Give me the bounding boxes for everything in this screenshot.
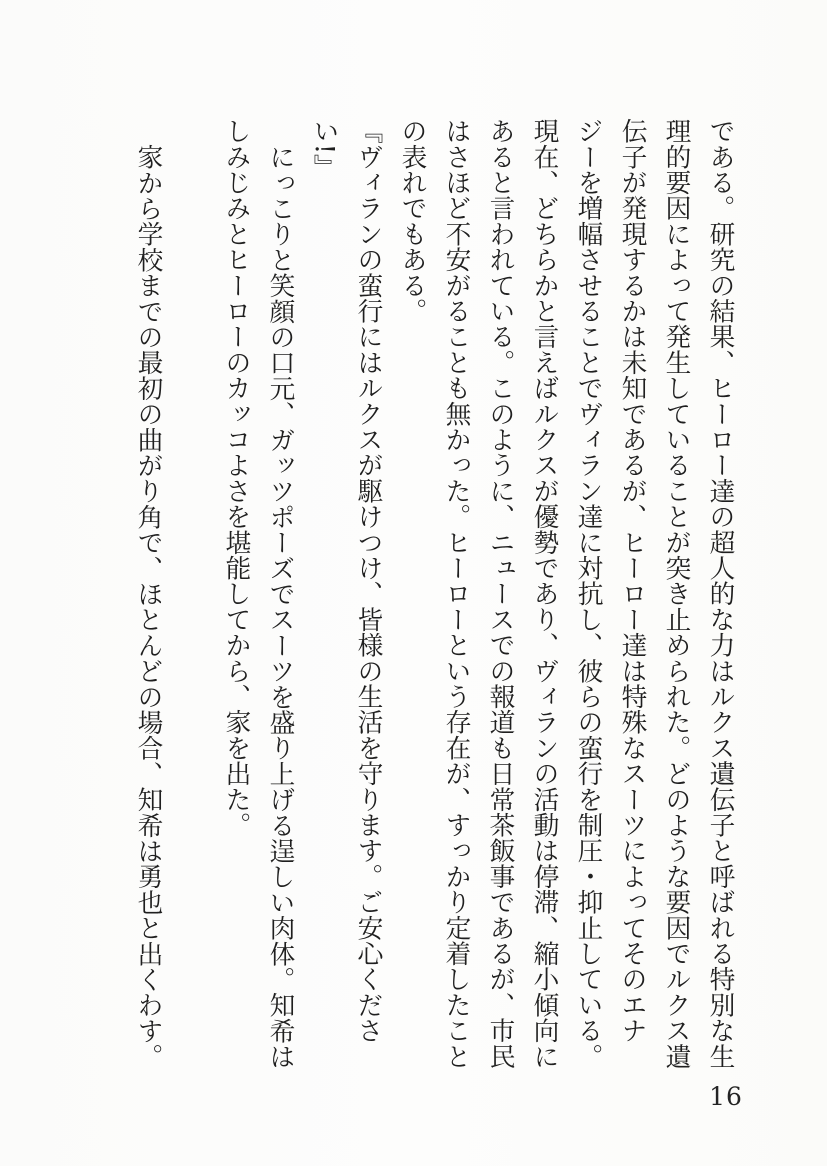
page-number: 16 (709, 1082, 743, 1111)
paragraph-narration: である。研究の結果、ヒーロー達の超人的な力はルクス遺伝子と呼ばれる特別な生理的要因によって発生していることが突き止められた。どのような要因でルクス遺伝子が発現するかは未知であるが、ヒーロー達は特殊なスーツによってそのエナジーを増幅させることでヴィラン達に対抗し、彼らの蛮行を制圧・抑止している。現在、どちらかと言えばルクスが優勢であり、ヴィランの活動は停滞、縮小傾向にあると言われている。このように、ニュースでの報道も日常茶飯事であるが、市民はさほど不安がることも無かった。ヒーローという存在が、すっかり定着したことの表れでもある。 (397, 118, 735, 1069)
page-text (120, 118, 742, 1070)
paragraph-hero-pose: にっこりと笑顔の口元、ガッツポーズでスーツを盛り上げる逞しい肉体。知希はしみじみとヒーローのカッコよさを堪能してから、家を出た。 (221, 118, 295, 1069)
paragraph-street-corner: 家から学校までの最初の曲がり角で、ほとんどの場合、知希は勇也と出くわす。 (133, 143, 163, 1069)
paragraph-quote: 『ヴィランの蛮行にはルクスが駆けつけ、皆様の生活を守ります。ご安心ください!』 (309, 118, 383, 1044)
